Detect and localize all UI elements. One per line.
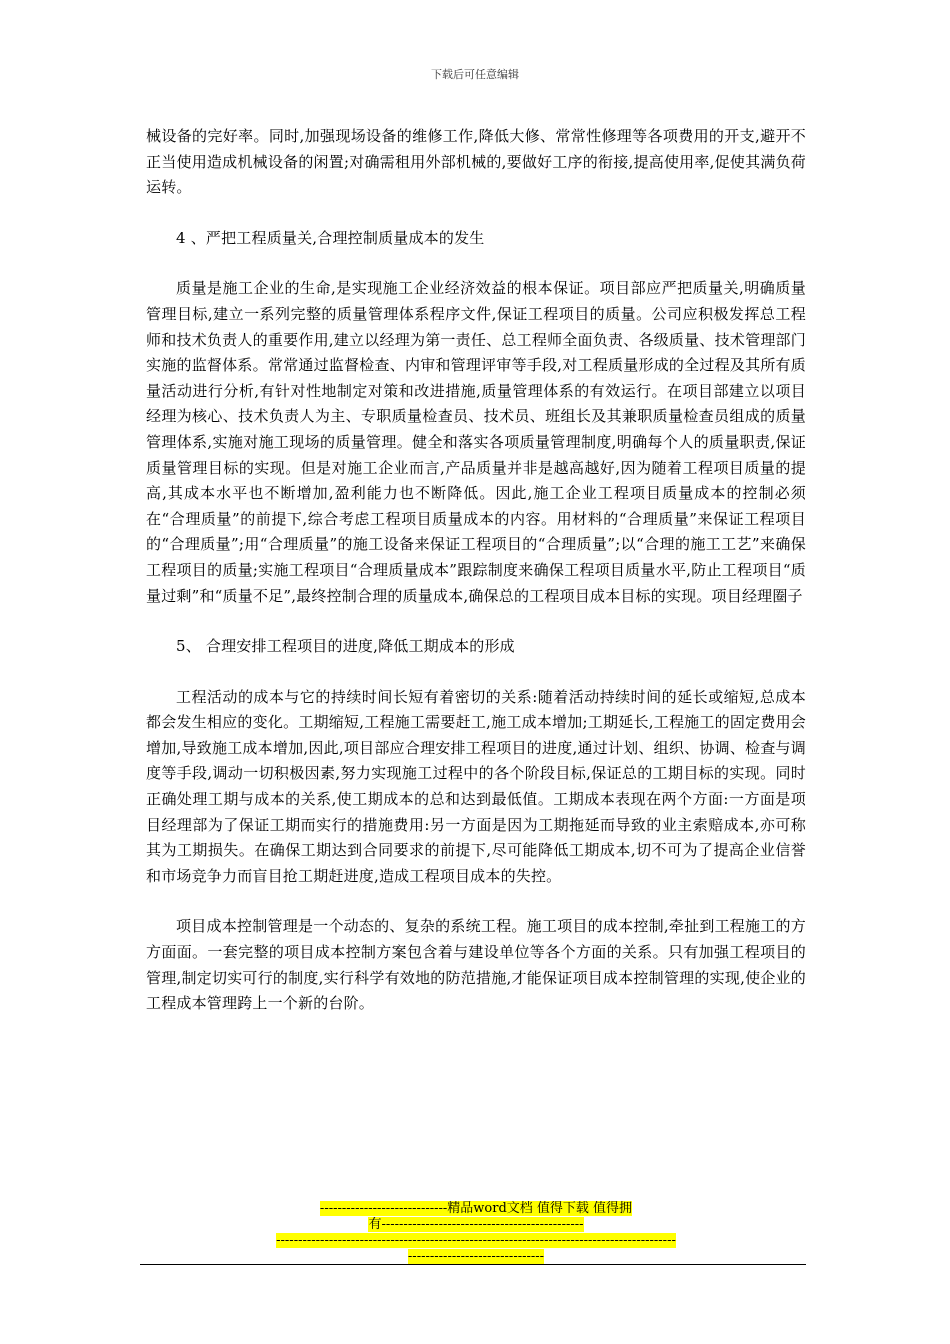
- section-heading-5: 5、 合理安排工程项目的进度,降低工期成本的形成: [176, 637, 515, 656]
- document-body: [146, 124, 806, 1042]
- paragraph-quality: 质量是施工企业的生命,是实现施工企业经济效益的根本保证。项目部应严把质量关,明确质量管理目标,建立一系列完整的质量管理体系程序文件,保证工程项目的质量。公司应积极发挥总工程师和技术负责人的重要作用,建立以经理为第一责任、总工程师全面负责、各级质量、技术管理部门实施的监督体系。常常通过监督检查、内审和管理评审等手段,对工程质量形成的全过程及其所有质量活动进行分析,有针对性地制定对策和改进措施,质量管理体系的有效运行。在项目部建立以项目经理为核心、技术负责人为主、专职质量检查员、技术员、班组长及其兼职质量检查员组成的质量管理体系,实施对施工现场的质量管理。健全和落实各项质量管理制度,明确每个人的质量职责,保证质量管理目标的实现。但是对施工企业而言,产品质量并非是越高越好,因为随着工程项目质量的提高,其成本水平也不断增加,盈利能力也不断降低。因此,施工企业工程项目质量成本的控制必须在“合理质量”的前提下,综合考虑工程项目质量成本的内容。用材料的“合理质量”来保证工程项目的“合理质量”;用“合理质量”的施工设备来保证工程项目的“合理质量”;以“合理的施工工艺”来确保工程项目的质量;实施工程项目“合理质量成本”跟踪制度来确保工程项目质量水平,防止工程项目“质量过剩”和“质量不足”,最终控制合理的质量成本,确保总的工程项目成本目标的实现。项目经理圈子: [146, 279, 806, 605]
- page-header: 下载后可任意编辑: [431, 68, 519, 81]
- footer-divider: [140, 1264, 806, 1265]
- section-heading-4: 4 、严把工程质量关,合理控制质量成本的发生: [176, 228, 485, 247]
- paragraph-continuation: 械设备的完好率。同时,加强现场设备的维修工作,降低大修、常常性修理等各项费用的开支,避开不正当使用造成机械设备的闲置;对确需租用外部机械的,要做好工序的衔接,提高使用率,促使其满负荷运转。: [146, 127, 806, 197]
- footer-line-4: -------------------------------: [407, 1249, 545, 1264]
- paragraph-conclusion: 项目成本控制管理是一个动态的、复杂的系统工程。施工项目的成本控制,牵扯到工程施工的方方面面。一套完整的项目成本控制方案包含着与建设单位等各个方面的关系。只有加强工程项目的管理,制定切实可行的制度,实行科学有效地的防范措施,才能保证项目成本控制管理的实现,使企业的工程成本管理跨上一个新的台阶。: [146, 917, 806, 1013]
- footer-line-2: 有----------------------------------------------: [368, 1217, 584, 1232]
- page-footer: [146, 1201, 806, 1265]
- footer-line-3: -------------------------------------------------------------------------------------------: [276, 1233, 676, 1248]
- paragraph-schedule: 工程活动的成本与它的持续时间长短有着密切的关系:随着活动持续时间的延长或缩短,总成本都会发生相应的变化。工期缩短,工程施工需要赶工,施工成本增加;工期延长,工程施工的固定费用会增加,导致施工成本增加,因此,项目部应合理安排工程项目的进度,通过计划、组织、协调、检查与调度等手段,调动一切积极因素,努力实现施工过程中的各个阶段目标,保证总的工期目标的实现。同时正确处理工期与成本的关系,使工期成本的总和达到最低值。工期成本表现在两个方面:一方面是项目经理部为了保证工期而实行的措施费用:另一方面是因为工期拖延而导致的业主索赔成本,亦可称其为工期损失。在确保工期达到合同要求的前提下,尽可能降低工期成本,切不可为了提高企业信誉和市场竞争力而盲目抢工期赶进度,造成工程项目成本的失控。: [146, 687, 806, 885]
- footer-line-1: -----------------------------精品word文档 值得下载 值得拥: [319, 1201, 633, 1216]
